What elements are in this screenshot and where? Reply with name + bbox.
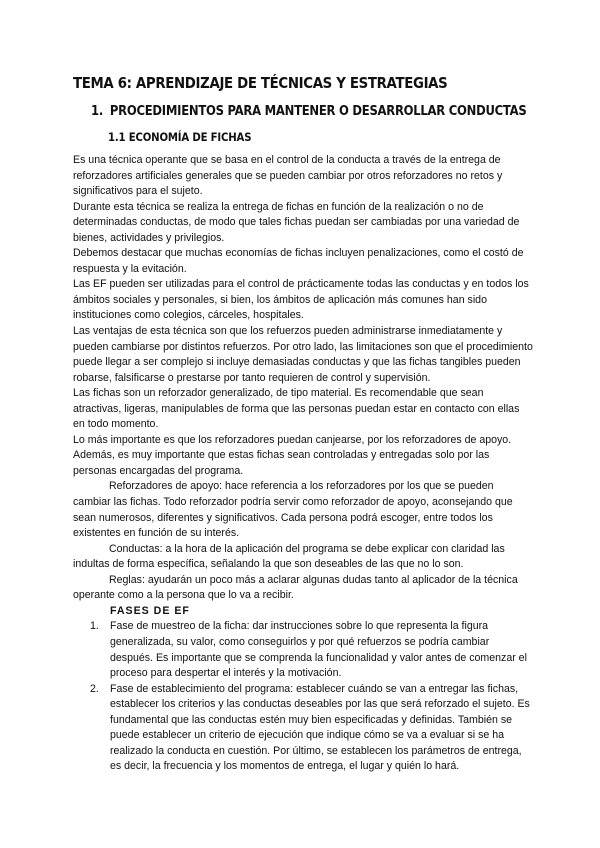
- list-item: [73, 619, 533, 681]
- paragraph-advantages: Las ventajas de esta técnica son que los refuerzos pueden administrarse inmediatamente y pueden cambiarse por distintos refuerzos. Por otro lado, las limitaciones son que el procedimiento puede llegar a ser complejo si incluye demasiadas conductas y que las fichas tangibles pueden robarse, falsificarse o prestarse por tanto requieren de control y supervisión.: [73, 325, 533, 384]
- paragraph-exchange: Lo más importante es que los reforzadores puedan canjearse, por los reforzadores de apoyo. Además, es muy importante que estas fichas sean controladas y entregadas solo por las personas encargadas del programa.: [73, 433, 512, 477]
- list-marker: 1.: [90, 620, 99, 633]
- paragraph-backup-reinforcers: Reforzadores de apoyo: hace referencia a los reforzadores por los que se pueden cambiar las fichas. Todo reforzador podría servir como reforzador de apoyo, aconsejando que sean numerosos, diferentes y significativos. Cada persona podrá escoger, entre todos los existentes en función de su interés.: [73, 480, 513, 540]
- paragraph-procedure: Durante esta técnica se realiza la entrega de fichas en función de la realización o no de determinadas conductas, de modo que tales fichas puedan ser cambiadas por una variedad de bienes, actividades y privilegios.: [73, 200, 520, 244]
- paragraph-rules: Reglas: ayudarán un poco más a aclarar algunas dudas tanto al aplicador de la técnica operante como a la persona que lo va a recibir.: [73, 573, 518, 602]
- phases-list: [73, 619, 533, 774]
- paragraph-token-type: Las fichas son un reforzador generalizado, de tipo material. Es recomendable que sean atractivas, ligeras, manipulables de forma que las personas puedan estar en contacto con ellas en todo momento.: [73, 387, 520, 431]
- list-item: [73, 682, 533, 775]
- subsection-heading: 1.1 ECONOMÍA DE FICHAS: [108, 130, 252, 144]
- list-marker: 2.: [90, 682, 99, 695]
- paragraph-penalizations: Debemos destacar que muchas economías de fichas incluyen penalizaciones, como el costó de respuesta y la evitación.: [73, 247, 524, 275]
- section-title: PROCEDIMIENTOS PARA MANTENER O DESARROLLAR CONDUCTAS: [109, 103, 527, 119]
- paragraph-definition: Es una técnica operante que se basa en el control de la conducta a través de la entrega de reforzadores artificiales generales que se pueden cambiar por otros reforzadores no retos y significativos para el sujeto.: [73, 154, 503, 198]
- paragraph-behaviors: Conductas: a la hora de la aplicación del programa se debe explicar con claridad las indultas de forma específica, señalando la que son deseables de las que no lo son.: [73, 542, 505, 571]
- document-title: TEMA 6: APRENDIZAJE DE TÉCNICAS Y ESTRATEGIAS: [73, 74, 448, 92]
- section-number: 1.: [91, 103, 103, 119]
- phases-heading: FASES DE EF: [110, 604, 190, 617]
- list-item-text: Fase de establecimiento del programa: establecer cuándo se van a entregar las fichas, establecer los criterios y las conductas deseables por las que será reforzado el sujeto. Es fundamental que las conductas estén muy bien especificadas y definidas. También se puede establecer un criterio de ejecución que indique cómo se va a evaluar si se ha realizado la conducta en cuestión. Por último, se establecen los parámetros de entrega, es decir, la frecuencia y los momentos de entrega, el lugar y quién lo hará.: [110, 682, 530, 773]
- section-heading: [91, 103, 526, 119]
- body-text: [73, 153, 533, 775]
- paragraph-applications: Las EF pueden ser utilizadas para el control de prácticamente todas las conductas y en todos los ámbitos sociales y personales, si bien, los ámbitos de aplicación más comunes han sido instituciones como colegios, cárceles, hospitales.: [73, 278, 529, 322]
- list-item-text: Fase de muestreo de la ficha: dar instrucciones sobre lo que representa la figura generalizada, su valor, como conseguirlos y por qué refuerzos se podría cambiar después. Es importante que se comprenda la funcionalidad y valor antes de comenzar el proceso para despertar el interés y la motivación.: [110, 620, 527, 680]
